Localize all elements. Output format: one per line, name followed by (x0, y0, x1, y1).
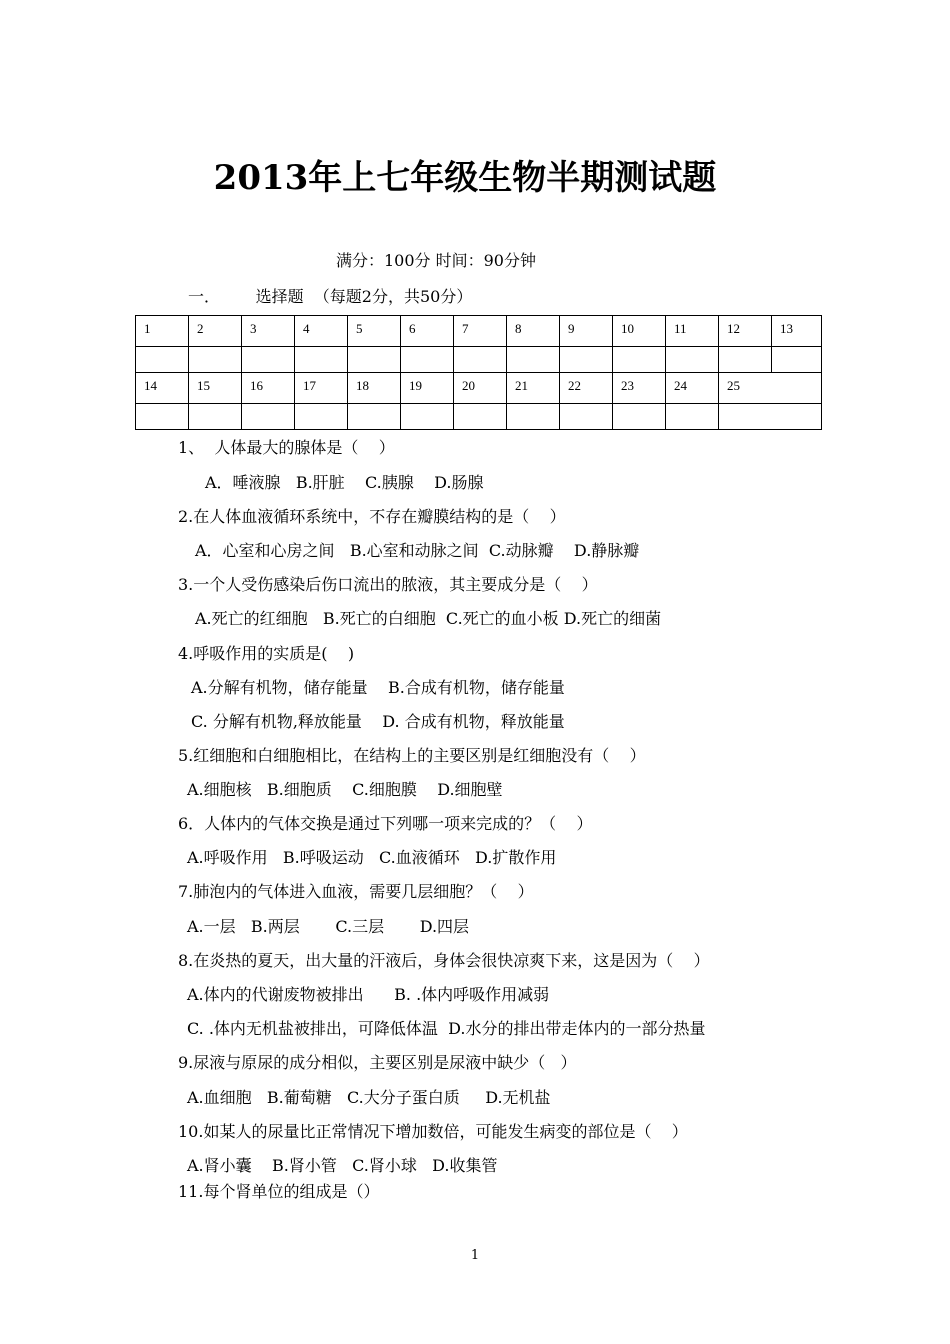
answer-blank-cell[interactable] (507, 404, 560, 430)
answer-number-cell: 16 (242, 373, 295, 404)
answer-blank-cell[interactable] (719, 347, 772, 373)
answer-number-cell: 13 (772, 316, 822, 347)
answer-blank-cell[interactable] (295, 404, 348, 430)
question-7: 7.肺泡内的气体进入血液，需要几层细胞？（ ） (178, 882, 534, 901)
answer-blank-cell[interactable] (401, 347, 454, 373)
answer-blank-cell[interactable] (507, 347, 560, 373)
answer-blank-cell[interactable] (189, 404, 242, 430)
question-9: 9.尿液与原尿的成分相似，主要区别是尿液中缺少（ ） (178, 1053, 577, 1072)
answer-blank-cell[interactable] (348, 347, 401, 373)
answer-number-cell: 22 (560, 373, 613, 404)
answer-number-cell: 21 (507, 373, 560, 404)
answer-number-cell: 12 (719, 316, 772, 347)
answer-blank-cell[interactable] (189, 347, 242, 373)
exam-title: 2013年上七年级生物半期测试题 (213, 158, 717, 198)
question-4-options-ab: A.分解有机物，储存能量 B.合成有机物，储存能量 (191, 678, 565, 697)
answer-number-cell: 9 (560, 316, 613, 347)
answer-number-cell: 24 (666, 373, 719, 404)
answer-blank-row-2 (136, 404, 822, 430)
answer-number-cell: 6 (401, 316, 454, 347)
answer-number-row-1 (136, 316, 822, 347)
answer-number-cell: 2 (189, 316, 242, 347)
score-time-info: 满分：100分 时间：90分钟 (336, 251, 536, 270)
answer-number-cell: 17 (295, 373, 348, 404)
question-5-options: A.细胞核 B.细胞质 C.细胞膜 D.细胞壁 (187, 780, 503, 799)
answer-blank-cell[interactable] (242, 404, 295, 430)
answer-number-cell: 10 (613, 316, 666, 347)
answer-blank-cell[interactable] (454, 404, 507, 430)
answer-blank-cell[interactable] (666, 347, 719, 373)
answer-number-cell: 25 (719, 373, 822, 404)
answer-number-cell: 8 (507, 316, 560, 347)
question-2-options: A．心室和心房之间 B.心室和动脉之间 C.动脉瓣 D.静脉瓣 (195, 541, 640, 560)
section-heading: 一． 选择题 （每题2分，共50分） (188, 287, 473, 306)
answer-number-cell: 15 (189, 373, 242, 404)
question-10-options: A.肾小囊 B.肾小管 C.肾小球 D.收集管 (187, 1156, 498, 1175)
question-11: 11.每个肾单位的组成是（） (178, 1182, 380, 1201)
answer-blank-cell[interactable] (295, 347, 348, 373)
question-4-options-cd: C. 分解有机物,释放能量 D. 合成有机物，释放能量 (191, 712, 565, 731)
answer-number-cell: 20 (454, 373, 507, 404)
answer-number-cell: 7 (454, 316, 507, 347)
answer-number-row-2 (136, 373, 822, 404)
question-8-options-ab: A.体内的代谢废物被排出 B. .体内呼吸作用减弱 (187, 985, 550, 1004)
question-6: 6．人体内的气体交换是通过下列哪一项来完成的？（ ） (178, 814, 593, 833)
question-1: 1、 人体最大的腺体是（ ） (178, 438, 395, 457)
question-1-options: A．唾液腺 B.肝脏 C.胰腺 D.肠腺 (205, 473, 484, 492)
question-3-options: A.死亡的红细胞 B.死亡的白细胞 C.死亡的血小板 D.死亡的细菌 (195, 609, 662, 628)
answer-blank-cell[interactable] (772, 347, 822, 373)
question-8-options-cd: C. .体内无机盐被排出，可降低体温 D.水分的排出带走体内的一部分热量 (187, 1019, 706, 1038)
answer-blank-cell[interactable] (348, 404, 401, 430)
question-5: 5.红细胞和白细胞相比，在结构上的主要区别是红细胞没有（ ） (178, 746, 646, 765)
answer-blank-cell[interactable] (454, 347, 507, 373)
answer-blank-cell[interactable] (401, 404, 454, 430)
answer-blank-cell[interactable] (136, 404, 189, 430)
answer-number-cell: 1 (136, 316, 189, 347)
question-4: 4.呼吸作用的实质是( ) (178, 644, 355, 663)
question-10: 10.如某人的尿量比正常情况下增加数倍，可能发生病变的部位是（ ） (178, 1122, 688, 1141)
answer-blank-cell[interactable] (613, 404, 666, 430)
page-number: 1 (470, 1248, 480, 1263)
question-9-options: A.血细胞 B.葡萄糖 C.大分子蛋白质 D.无机盐 (187, 1088, 551, 1107)
answer-blank-cell[interactable] (613, 347, 666, 373)
question-8: 8.在炎热的夏天，出大量的汗液后，身体会很快凉爽下来，这是因为（ ） (178, 951, 710, 970)
question-3: 3.一个人受伤感染后伤口流出的脓液，其主要成分是（ ） (178, 575, 598, 594)
answer-blank-cell[interactable] (719, 404, 822, 430)
answer-number-cell: 4 (295, 316, 348, 347)
answer-number-cell: 11 (666, 316, 719, 347)
question-2: 2.在人体血液循环系统中，不存在瓣膜结构的是（ ） (178, 507, 566, 526)
answer-blank-row-1 (136, 347, 822, 373)
answer-number-cell: 23 (613, 373, 666, 404)
answer-number-cell: 14 (136, 373, 189, 404)
answer-number-cell: 3 (242, 316, 295, 347)
answer-number-cell: 5 (348, 316, 401, 347)
answer-blank-cell[interactable] (560, 347, 613, 373)
answer-blank-cell[interactable] (242, 347, 295, 373)
answer-blank-cell[interactable] (666, 404, 719, 430)
question-6-options: A.呼吸作用 B.呼吸运动 C.血液循环 D.扩散作用 (187, 848, 557, 867)
answer-blank-cell[interactable] (136, 347, 189, 373)
answer-table (135, 315, 822, 430)
answer-number-cell: 19 (401, 373, 454, 404)
answer-blank-cell[interactable] (560, 404, 613, 430)
answer-number-cell: 18 (348, 373, 401, 404)
question-7-options: A.一层 B.两层 C.三层 D.四层 (187, 917, 470, 936)
